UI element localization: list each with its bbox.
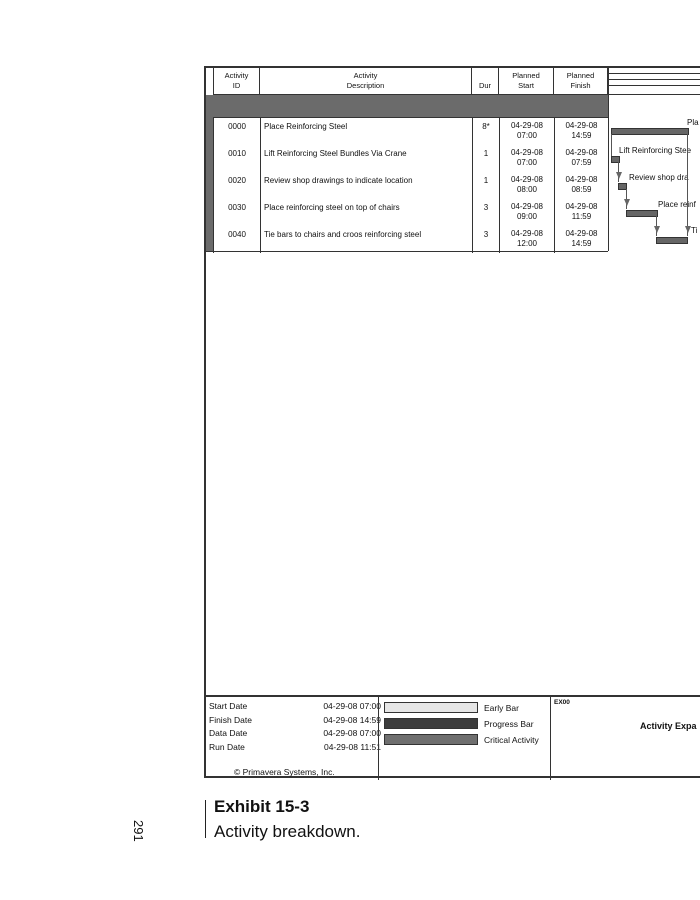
critical-activity-swatch xyxy=(384,734,478,745)
activity-duration: 1 xyxy=(472,145,499,172)
header-planned-start: Planned Start xyxy=(499,68,554,95)
activity-duration: 1 xyxy=(472,172,499,199)
activity-id: 0010 xyxy=(213,145,260,172)
activity-description: Place Reinforcing Steel xyxy=(260,118,472,145)
schedule-frame xyxy=(204,66,700,778)
planned-finish: 04-29-08 14:59 xyxy=(554,226,608,253)
header-planned-finish: Planned Finish xyxy=(554,68,608,95)
table-bottom-rule xyxy=(206,251,608,252)
group-band xyxy=(206,95,608,118)
activity-id: 0040 xyxy=(213,226,260,253)
planned-start: 04-29-08 09:00 xyxy=(499,199,554,226)
exhibit-title: Exhibit 15-3 xyxy=(214,797,310,816)
planned-start: 04-29-08 07:00 xyxy=(499,118,554,145)
planned-finish: 04-29-08 14:59 xyxy=(554,118,608,145)
gantt-label: Place reinf xyxy=(658,200,696,209)
planned-start: 04-29-08 08:00 xyxy=(499,172,554,199)
planned-start: 04-29-08 12:00 xyxy=(499,226,554,253)
arrowhead-icon xyxy=(616,172,622,179)
report-code: EX00 xyxy=(554,699,570,706)
gantt-label: Ti xyxy=(691,226,698,235)
activity-id: 0020 xyxy=(213,172,260,199)
timeline-rule xyxy=(609,85,700,86)
gantt-bar[interactable] xyxy=(611,128,689,135)
legend-critical-activity: Critical Activity xyxy=(384,734,539,745)
dependency-line xyxy=(611,134,612,156)
activity-duration: 3 xyxy=(472,226,499,253)
progress-bar-swatch xyxy=(384,718,478,729)
timeline-rule xyxy=(609,79,700,80)
planned-finish: 04-29-08 11:59 xyxy=(554,199,608,226)
group-strip xyxy=(206,117,213,251)
footer-divider xyxy=(378,697,379,780)
gantt-label: Review shop dra xyxy=(629,173,689,182)
footer-dates xyxy=(209,700,381,754)
timeline-rule xyxy=(609,73,700,74)
activity-description: Tie bars to chairs and croos reinforcing steel xyxy=(260,226,472,253)
activity-id: 0030 xyxy=(213,199,260,226)
activity-duration: 8* xyxy=(472,118,499,145)
gantt-label: Pla xyxy=(687,118,699,127)
legend-progress-bar: Progress Bar xyxy=(384,718,534,729)
activity-description: Review shop drawings to indicate location xyxy=(260,172,472,199)
activity-duration: 3 xyxy=(472,199,499,226)
gantt-chart xyxy=(608,68,700,251)
copyright: © Primavera Systems, Inc. xyxy=(234,767,335,777)
legend-early-bar: Early Bar xyxy=(384,702,519,713)
footer-divider xyxy=(550,697,551,780)
exhibit-caption: Activity breakdown. xyxy=(214,822,361,841)
header-activity-id: Activity ID xyxy=(213,68,260,95)
activity-id: 0000 xyxy=(213,118,260,145)
start-date-row: Start Date 04-29-08 07:00 xyxy=(209,701,381,711)
header-activity-description: Activity Description xyxy=(260,68,472,95)
timeline-rule xyxy=(609,94,700,95)
gantt-label: Lift Reinforcing Stee xyxy=(619,146,692,155)
planned-finish: 04-29-08 07:59 xyxy=(554,145,608,172)
header-duration: Dur xyxy=(472,68,499,95)
caption-rule xyxy=(205,800,206,838)
early-bar-swatch xyxy=(384,702,478,713)
gantt-bar[interactable] xyxy=(656,237,688,244)
report-footer xyxy=(206,695,700,780)
gantt-bar[interactable] xyxy=(626,210,658,217)
report-title: Activity Expa xyxy=(640,721,697,731)
data-date-row: Data Date 04-29-08 07:00 xyxy=(209,728,381,739)
page-number: 291 xyxy=(131,820,146,842)
activity-description: Lift Reinforcing Steel Bundles Via Crane xyxy=(260,145,472,172)
planned-finish: 04-29-08 08:59 xyxy=(554,172,608,199)
finish-date-row: Finish Date 04-29-08 14:59 xyxy=(209,714,381,725)
arrowhead-icon xyxy=(654,226,660,233)
dependency-line xyxy=(687,134,688,236)
activity-description: Place reinforcing steel on top of chairs xyxy=(260,199,472,226)
arrowhead-icon xyxy=(624,199,630,206)
run-date-row: Run Date 04-29-08 11:51 xyxy=(209,741,381,752)
planned-start: 04-29-08 07:00 xyxy=(499,145,554,172)
